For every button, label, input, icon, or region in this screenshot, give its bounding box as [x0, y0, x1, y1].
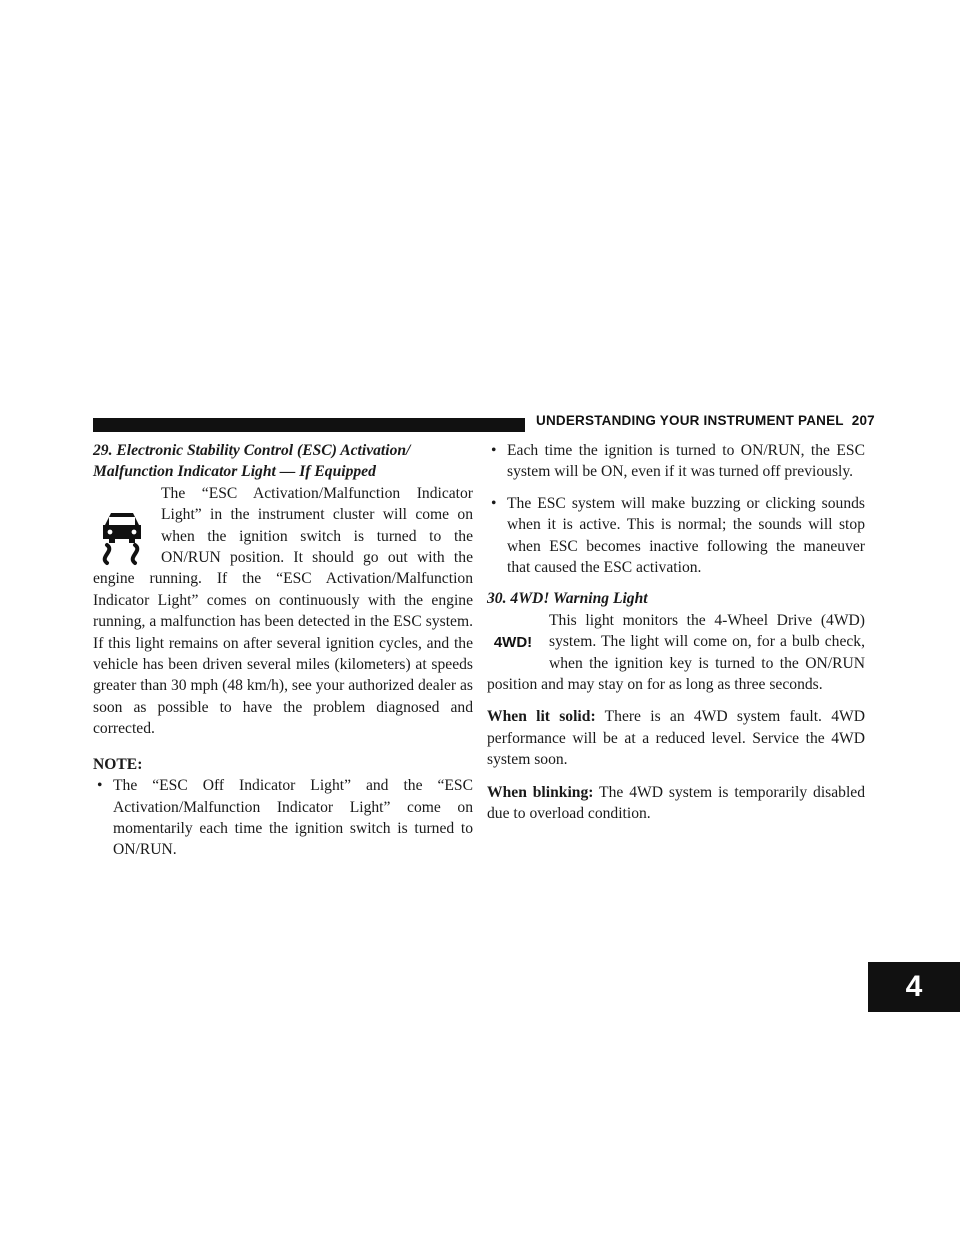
4wd-paragraph: This light monitors the 4-Wheel Drive (4WD) system. The light will come on, for a bulb check, when the ignition key is turned to the ON/RUN position and may stay on for as long as three seconds. — [487, 611, 865, 694]
bullet-text: Each time the ignition is turned to ON/RUN, the ESC system will be ON, even if it was turned off previously. — [507, 442, 865, 481]
blinking-label: When blinking: — [487, 783, 594, 801]
header-rule — [93, 418, 525, 432]
bullet-text: The “ESC Off Indicator Light” and the “ESC Activation/Malfunction Indicator Light” come on momentarily each time the ignition switch is turned to ON/RUN. — [113, 777, 473, 859]
bullet-glyph: • — [97, 777, 103, 795]
bullet-glyph: • — [491, 494, 497, 512]
4wd-warning-icon: 4WD! — [493, 634, 533, 652]
note-bullets — [93, 775, 473, 861]
chapter-tab: 4 — [868, 962, 960, 1012]
list-item — [487, 493, 865, 579]
list-item — [93, 775, 473, 861]
lit-solid-text: There is an 4WD system fault. 4WD performance will be at a reduced level. Service the 4WD system soon. — [487, 708, 865, 769]
bullet-glyph: • — [491, 442, 497, 459]
header-title: UNDERSTANDING YOUR INSTRUMENT PANEL — [536, 413, 844, 428]
esc-bullets — [487, 440, 865, 578]
esc-paragraph: The “ESC Activation/Malfunction Indicator Light” in the instrument cluster will come on when the ignition switch is turned to the ON/RUN position. It should go out with the engine running. If the “ESC Activation/Malfunction Indicator Light” comes on continuously with the engine running, a malfunction has been detected in the ESC system. If this light remains on after several ignition cycles, and the vehicle has been driven several miles (kilometers) at speeds greater than 30 mph (48 km/h), see your authorized dealer as soon as possible to have the problem diagnosed and corrected. — [93, 484, 473, 738]
list-item — [487, 440, 865, 483]
note-label: NOTE: — [93, 755, 143, 773]
lit-solid-label: When lit solid: — [487, 708, 596, 726]
esc-skid-icon — [93, 487, 151, 567]
running-header — [536, 413, 875, 428]
left-column — [93, 440, 473, 871]
lit-solid-paragraph — [487, 706, 865, 770]
section-title-4wd: 30. 4WD! Warning Light — [487, 590, 648, 608]
page-number: 207 — [851, 413, 875, 428]
blinking-paragraph — [487, 782, 865, 825]
bullet-text: The ESC system will make buzzing or clicking sounds when it is active. This is normal; the sounds will stop when ESC becomes inactive following the maneuver that caused the ESC activation. — [507, 494, 865, 577]
section-title-esc: 29. Electronic Stability Control (ESC) Activation/ Malfunction Indicator Light — If Equipped — [93, 442, 411, 481]
right-column — [487, 440, 865, 836]
blinking-text: The 4WD system is temporarily disabled due to overload condition. — [487, 783, 865, 823]
